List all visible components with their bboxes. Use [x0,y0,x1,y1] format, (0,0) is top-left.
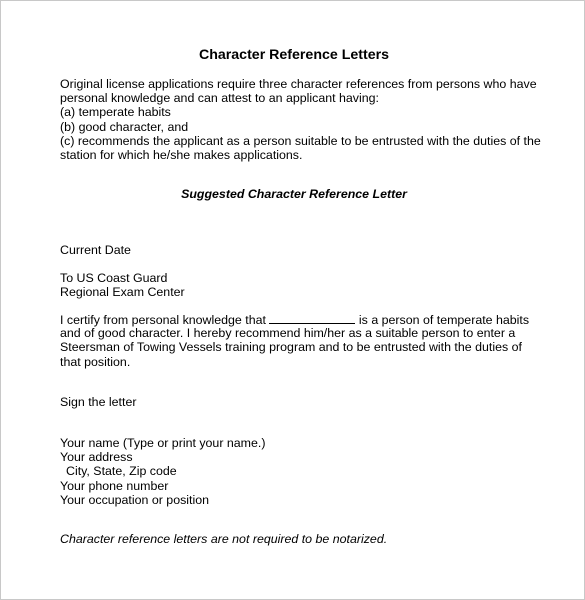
intro-line: (a) temperate habits [60,105,171,120]
signature-block [60,436,265,507]
intro-line: Original license applications require three character references from persons who have [60,77,537,91]
body-line: Steersman of Towing Vessels training program and to be entrusted with the duties of [60,340,522,355]
signature-city: City, State, Zip code [66,464,177,479]
body-text: is a person of temperate habits [358,313,530,327]
signature-occupation: Your occupation or position [60,492,210,507]
notarization-note: Character reference letters are not required to be notarized. [60,532,388,546]
recipient-line: Regional Exam Center [60,285,185,300]
letter-body [60,312,529,369]
signature-phone: Your phone number [60,478,169,493]
suggested-letter-heading: Suggested Character Reference Letter [181,187,407,201]
intro-line: personal knowledge and can attest to an applicant having: [60,91,379,106]
body-text: I certify from personal knowledge that [60,313,266,327]
intro-line: (b) good character, and [60,119,189,134]
sign-instruction [60,395,136,409]
page-title: Character Reference Letters [198,47,390,63]
recipient-address [60,271,185,299]
current-date-text: Current Date [60,243,131,257]
name-blank-line [269,312,355,324]
signature-name: Your name (Type or print your name.) [60,436,266,450]
body-line [60,312,529,326]
date-line [60,243,131,257]
recipient-line: To US Coast Guard [60,271,168,285]
sign-line-text: Sign the letter [60,395,137,409]
body-line: and of good character. I hereby recommend him/her as a suitable person to enter a [60,326,516,341]
intro-paragraph [60,77,541,162]
intro-line: (c) recommends the applicant as a person suitable to be entrusted with the duties of the [60,133,541,148]
body-line: that position. [60,354,131,369]
intro-line: station for which he/she makes applications. [60,147,303,162]
signature-address: Your address [60,450,133,465]
